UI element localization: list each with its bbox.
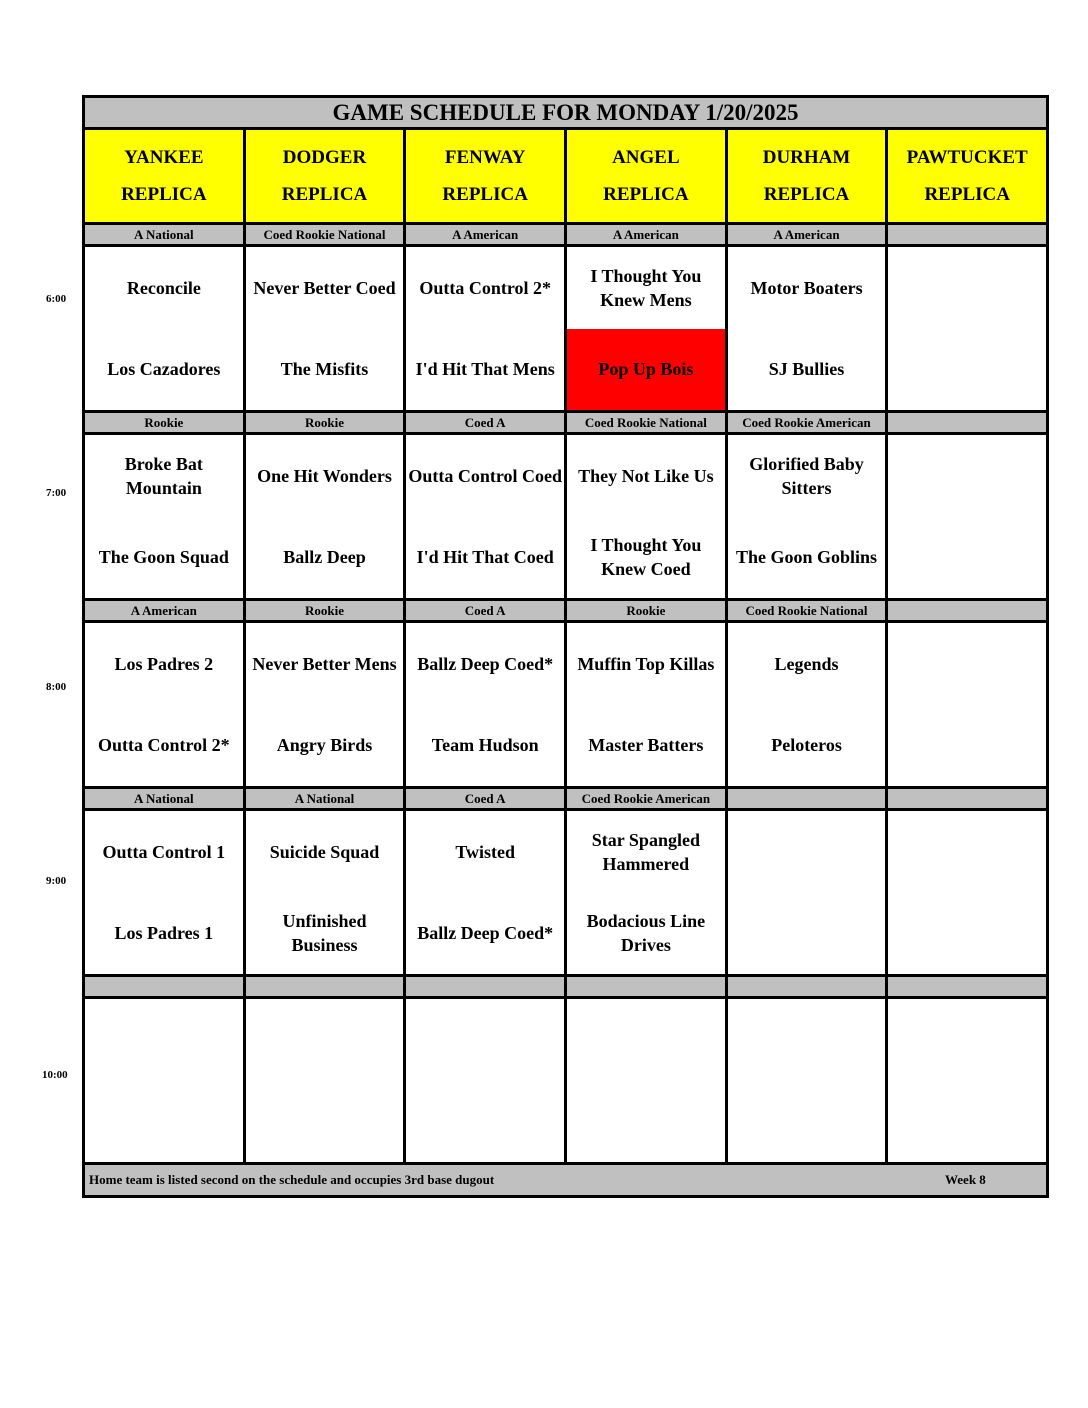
division-label: [246, 977, 407, 996]
division-label: [728, 789, 889, 808]
home-team: [888, 329, 1046, 411]
game-cell: [406, 999, 567, 1162]
division-label: A American: [567, 225, 728, 244]
away-team: [246, 999, 404, 1081]
game-cell: [728, 247, 889, 410]
home-team: Ballz Deep Coed*: [417, 923, 554, 944]
away-team: [85, 999, 243, 1081]
away-team: Legends: [774, 653, 839, 674]
division-label: [567, 977, 728, 996]
field-header-pawtucket: [888, 130, 1046, 222]
away-team: [406, 999, 564, 1081]
schedule-title: GAME SCHEDULE FOR MONDAY 1/20/2025: [82, 95, 1049, 130]
field-name: DURHAM: [762, 147, 851, 168]
division-label: Rookie: [85, 413, 246, 432]
division-label: [85, 977, 246, 996]
home-team: Unfinished Business: [282, 911, 367, 956]
game-cell: [246, 999, 407, 1162]
game-cell: [728, 999, 889, 1162]
field-header-dodger: [246, 130, 407, 222]
game-cell: [728, 811, 889, 974]
game-cell: [246, 811, 407, 974]
home-team: [406, 1081, 564, 1163]
division-label: Rookie: [246, 601, 407, 620]
field-name: FENWAY: [444, 147, 526, 168]
home-team: The Misfits: [280, 359, 369, 380]
field-name: PAWTUCKET: [906, 147, 1028, 168]
game-cell: [567, 435, 728, 598]
away-team: Muffin Top Killas: [577, 653, 715, 674]
home-team: [728, 1081, 886, 1163]
game-cell: [888, 999, 1046, 1162]
week-label: Week 8: [945, 1172, 986, 1187]
time-label: 6:00: [46, 293, 67, 305]
game-cell: [85, 999, 246, 1162]
away-team: One Hit Wonders: [257, 465, 392, 486]
schedule-sheet: [82, 95, 1049, 1198]
division-label: Coed A: [406, 413, 567, 432]
game-cell: [888, 247, 1046, 410]
game-cell: [85, 435, 246, 598]
game-row: [82, 435, 1049, 601]
time-label: 10:00: [42, 1069, 68, 1081]
division-row: [82, 789, 1049, 811]
time-label: 8:00: [46, 681, 67, 693]
division-label: [728, 977, 889, 996]
away-team: Twisted: [455, 841, 516, 862]
away-team: Glorified Baby Sitters: [749, 453, 864, 498]
field-header-durham: [728, 130, 889, 222]
game-cell: [406, 623, 567, 786]
game-cell: [246, 623, 407, 786]
home-team: Los Padres 1: [114, 923, 214, 944]
field-name: YANKEE: [124, 147, 204, 168]
game-row: [82, 811, 1049, 977]
away-team: Never Better Mens: [252, 653, 397, 674]
field-name: DODGER: [282, 147, 367, 168]
home-team: Peloteros: [771, 735, 842, 756]
game-cell: [567, 247, 728, 410]
division-label: Coed Rookie National: [567, 413, 728, 432]
field-header-fenway: [406, 130, 567, 222]
home-team: [728, 893, 886, 975]
home-team: [888, 1081, 1046, 1163]
home-team: [567, 1081, 725, 1163]
game-row: [82, 999, 1049, 1165]
division-label: Coed A: [406, 601, 567, 620]
away-team: [728, 999, 886, 1081]
field-header-yankee: [85, 130, 246, 222]
away-team: Motor Boaters: [750, 277, 863, 298]
home-team: [888, 517, 1046, 599]
home-team: Los Cazadores: [107, 359, 221, 380]
division-label: Coed A: [406, 789, 567, 808]
away-team: Outta Control 1: [102, 841, 226, 862]
home-team: The Goon Squad: [98, 547, 229, 568]
away-team: [888, 435, 1046, 517]
away-team: [888, 623, 1046, 705]
home-team: [85, 1081, 243, 1163]
away-team: [888, 811, 1046, 893]
game-cell: [888, 623, 1046, 786]
division-row: [82, 225, 1049, 247]
game-cell: [567, 999, 728, 1162]
home-team: SJ Bullies: [768, 359, 845, 380]
field-sub: REPLICA: [924, 184, 1010, 205]
away-team: [567, 999, 725, 1081]
home-team: Outta Control 2*: [98, 735, 230, 756]
field-sub: REPLICA: [281, 184, 368, 205]
away-team: Los Padres 2: [114, 653, 214, 674]
game-cell: [728, 435, 889, 598]
away-team: Suicide Squad: [269, 841, 380, 862]
field-sub: REPLICA: [442, 184, 528, 205]
division-label: [888, 225, 1046, 244]
division-row: [82, 601, 1049, 623]
game-cell: [406, 811, 567, 974]
away-team: Broke Bat Mountain: [124, 453, 203, 498]
division-label: A American: [85, 601, 246, 620]
home-team: [888, 705, 1046, 787]
field-sub: REPLICA: [603, 184, 689, 205]
away-team: Outta Control 2*: [419, 277, 552, 298]
home-team: I'd Hit That Mens: [415, 359, 555, 380]
away-team: [888, 247, 1046, 329]
division-label: Rookie: [246, 413, 407, 432]
away-team: Reconcile: [126, 277, 201, 298]
home-team: Pop Up Bois: [567, 329, 725, 411]
home-team: Angry Birds: [276, 735, 373, 756]
division-label: Coed Rookie American: [567, 789, 728, 808]
division-label: Coed Rookie National: [246, 225, 407, 244]
division-label: Rookie: [567, 601, 728, 620]
game-row: [82, 623, 1049, 789]
away-team: Ballz Deep Coed*: [417, 653, 554, 674]
division-label: A National: [85, 225, 246, 244]
division-row: [82, 977, 1049, 999]
division-label: [888, 977, 1046, 996]
home-team: Ballz Deep: [283, 547, 366, 568]
division-label: [406, 977, 567, 996]
game-cell: [85, 811, 246, 974]
division-label: A American: [728, 225, 889, 244]
game-cell: [406, 247, 567, 410]
field-header-angel: [567, 130, 728, 222]
game-cell: [888, 435, 1046, 598]
time-label: 9:00: [46, 875, 67, 887]
game-cell: [85, 247, 246, 410]
division-label: A National: [85, 789, 246, 808]
division-label: Coed Rookie American: [728, 413, 889, 432]
game-cell: [567, 811, 728, 974]
field-sub: REPLICA: [121, 184, 207, 205]
field-sub: REPLICA: [763, 184, 850, 205]
division-row: [82, 413, 1049, 435]
division-label: [888, 413, 1046, 432]
home-team: Master Batters: [588, 735, 704, 756]
away-team: Outta Control Coed: [408, 465, 563, 486]
away-team: They Not Like Us: [578, 465, 714, 486]
game-cell: [567, 623, 728, 786]
game-row: [82, 247, 1049, 413]
away-team: [888, 999, 1046, 1081]
home-team: [888, 893, 1046, 975]
home-team: Team Hudson: [431, 735, 539, 756]
field-name: ANGEL: [612, 147, 680, 168]
away-team: I Thought You Knew Mens: [590, 265, 702, 310]
home-team: Bodacious Line Drives: [586, 911, 706, 956]
time-label: 7:00: [46, 487, 67, 499]
home-team: [246, 1081, 404, 1163]
away-team: Never Better Coed: [253, 277, 396, 298]
division-label: A National: [246, 789, 407, 808]
footer-note: Home team is listed second on the schedule and occupies 3rd base dugout: [89, 1172, 495, 1187]
schedule-footer: [82, 1165, 1049, 1198]
game-cell: [728, 623, 889, 786]
field-header-row: [82, 130, 1049, 225]
game-cell: [85, 623, 246, 786]
away-team: Star Spangled Hammered: [591, 829, 700, 874]
game-cell: [888, 811, 1046, 974]
division-label: A American: [406, 225, 567, 244]
home-team: The Goon Goblins: [736, 547, 878, 568]
game-cell: [246, 247, 407, 410]
division-label: Coed Rookie National: [728, 601, 889, 620]
game-cell: [246, 435, 407, 598]
time-slots: [82, 225, 1049, 1165]
home-team: I'd Hit That Coed: [416, 547, 554, 568]
game-cell: [406, 435, 567, 598]
division-label: [888, 601, 1046, 620]
away-team: [728, 811, 886, 893]
home-team: I Thought You Knew Coed: [590, 535, 702, 580]
division-label: [888, 789, 1046, 808]
